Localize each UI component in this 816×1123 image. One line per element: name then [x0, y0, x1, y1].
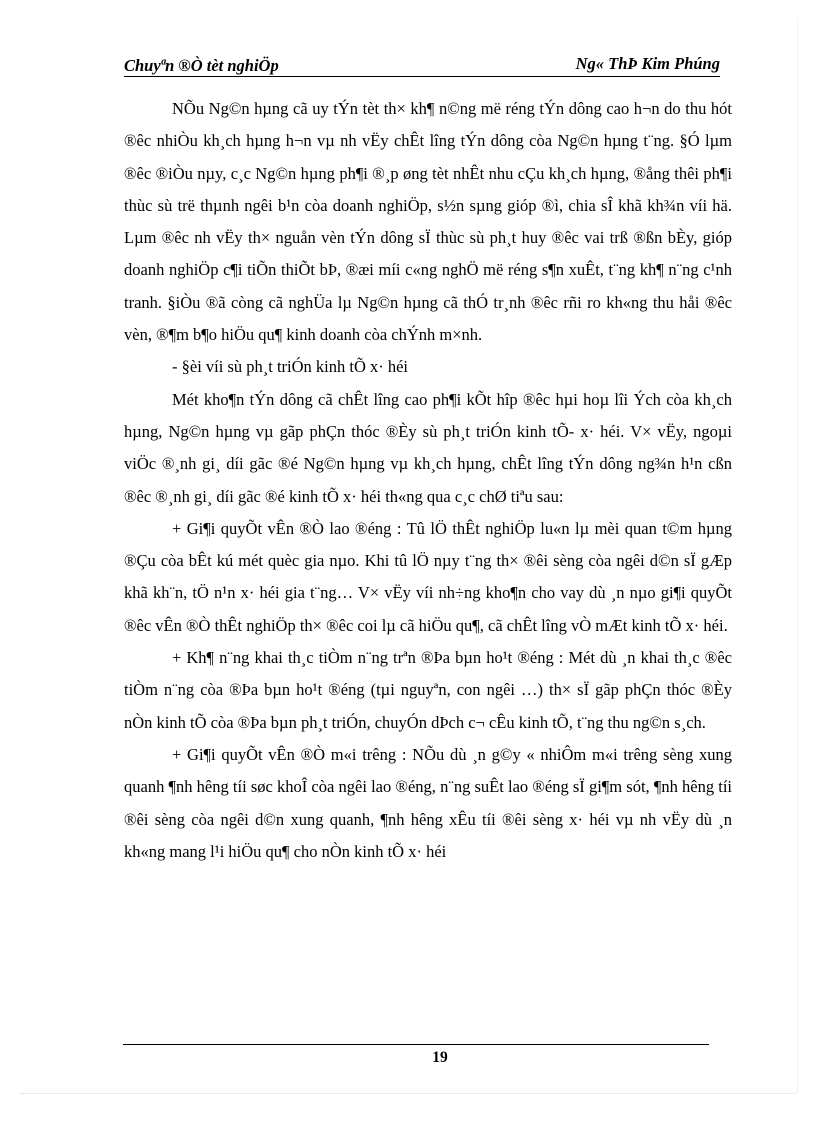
section-heading-socioeconomic: - §èi víi sù ph¸t triÓn kinh tÕ x· héi	[172, 357, 409, 377]
document-body	[124, 93, 732, 868]
paragraph-local-potential: + Kh¶ n¨ng khai th¸c tiÒm n¨ng trªn ®Þa bµn ho¹t ®éng : Mét dù ¸n khai th¸c ®êc tiÒm n¨ng còa ®Þa bµn ho¹t ®éng (tµi nguyªn, con ngêi …) th× sÏ gãp phÇn thóc ®Èy nÒn kinh tÕ còa ®Þa bµn ph¸t triÓn, chuyÓn dÞch c¬ cÊu kinh tÕ, t¨ng thu ng©n s¸ch.	[124, 648, 732, 732]
paragraph-labor: + Gi¶i quyÕt vÊn ®Ò lao ®éng : Tû lÖ thÊt nghiÖp lu«n lµ mèi quan t©m hµng ®Çu còa bÊt kú mét quèc gia nµo. Khi tû lÖ nµy t¨ng th× ®êi sèng còa ngêi d©n sÏ gÆp khã kh¨n, tÖ n¹n x· héi gia t¨ng… V× vËy víi nh÷ng kho¶n cho vay dù ¸n nµo gi¶i quyÕt ®êc vÊn ®Ò thÊt nghiÖp th× ®êc coi lµ cã hiÖu qu¶, cã chÊt lîng vÒ mÆt kinh tÕ x· héi.	[124, 518, 732, 635]
header-title: Chuyªn ®Ò tèt nghiÖp	[124, 56, 279, 75]
page-number: 19	[432, 1049, 448, 1066]
paragraph-bank-reputation: NÕu Ng©n hµng cã uy tÝn tèt th× kh¶ n©ng më réng tÝn dông cao h¬n do thu hót ®êc nhiÒu kh¸ch hµng h¬n vµ nh vËy chÊt lîng tÝn dông còa Ng©n hµng t¨ng. §Ó lµm ®êc ®iÒu nµy, c¸c Ng©n hµng ph¶i ®¸p øng tèt nhÊt nhu cÇu kh¸ch hµng, ®ång thêi ph¶i thùc sù trë thµnh ngêi b¹n còa doanh nghiÖp, s½n sµng gióp ®ì, chia sÎ khã kh¾n víi hä. Lµm ®êc nh vËy th× nguån vèn tÝn dông sÏ thùc sù ph¸t huy ®êc vai trß ®ßn bÈy, gióp doanh nghiÖp c¶i tiÕn thiÕt bÞ, ®æi míi c«ng nghÖ më réng s¶n xuÊt, t¨ng kh¶ n¨ng c¹nh tranh. §iÒu ®ã còng cã nghÜa lµ Ng©n hµng cã thÓ tr¸nh ®êc rñi ro kh«ng thu håi ®êc vèn, ®¶m b¶o hiÖu qu¶ kinh doanh còa chÝnh m×nh.	[124, 99, 732, 345]
footer-rule	[123, 1044, 709, 1045]
paragraph-credit-quality: Mét kho¶n tÝn dông cã chÊt lîng cao ph¶i kÕt hîp ®êc hµi hoµ lîi Ých còa kh¸ch hµng, Ng©n hµng vµ gãp phÇn thóc ®Èy sù ph¸t triÓn kinh tÕ- x· héi. V× vËy, ngoµi viÖc ®¸nh gi¸ díi gãc ®é Ng©n hµng vµ kh¸ch hµng, chÊt lîng tÝn dông ng¾n h¹n cßn ®êc ®¸nh gi¸ díi gãc ®é kinh tÕ x· héi th«ng qua c¸c chØ tiªu sau:	[124, 389, 732, 506]
header-author: Ng« ThÞ Kim Phúng	[575, 54, 720, 73]
page-header	[124, 50, 720, 78]
page-edge-bottom	[20, 1093, 796, 1094]
page-edge-right	[797, 20, 798, 1093]
paragraph-environment: + Gi¶i quyÕt vÊn ®Ò m«i trêng : NÕu dù ¸n g©y « nhiÔm m«i trêng sèng xung quanh ¶nh hêng tíi søc khoÎ còa ngêi lao ®éng, n¨ng suÊt lao ®éng sÏ gi¶m sót, ¶nh hêng tíi ®êi sèng còa ngêi d©n xung quanh, ¶nh hêng xÊu tíi ®êi sèng x· héi vµ nh vËy dù ¸n kh«ng mang l¹i hiÖu qu¶ cho nÒn kinh tÕ x· héi	[124, 744, 732, 861]
header-rule	[124, 76, 720, 77]
